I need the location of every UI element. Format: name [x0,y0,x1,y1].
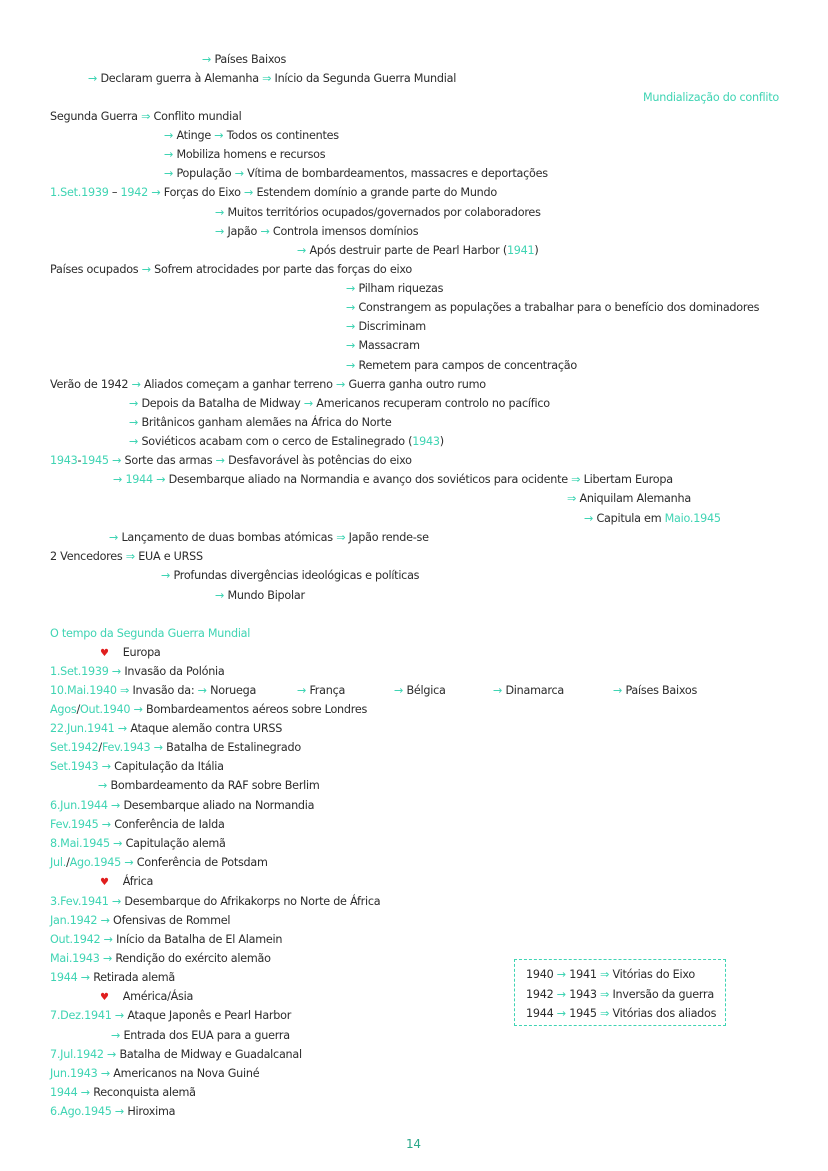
text-span: Desembarque aliado na Normandia [123,799,315,812]
text-span: América/Ásia [122,990,194,1003]
text-span: Entrada dos EUA para a guerra [123,1029,290,1042]
text-line [50,895,380,909]
text-span: Japão [227,225,261,238]
implies-arrow-icon: ⇒ [336,531,349,544]
text-span: 2 Vencedores [50,550,126,563]
text-span: Massacram [358,339,420,352]
text-span: Países Baixos [625,684,698,697]
implies-arrow-icon: ⇒ [600,1007,613,1020]
text-span: Noruega [210,684,257,697]
text-span: Segunda Guerra [50,110,142,123]
arrow-right-icon: → [103,1048,120,1061]
arrow-right-icon: → [98,779,111,792]
arrow-right-icon: → [108,454,125,467]
text-span: Muitos territórios ocupados/governados por colaboradores [227,206,541,219]
text-line [50,799,314,813]
arrow-right-icon: → [202,53,215,66]
arrow-right-icon: → [129,435,142,448]
implies-arrow-icon: ⇒ [116,684,133,697]
text-line [50,760,224,774]
arrow-right-icon: → [336,378,349,391]
text-line [50,1009,291,1023]
arrow-right-icon: → [152,473,169,486]
text-span: Ataque alemão contra URSS [130,722,283,735]
arrow-right-icon: → [346,339,359,352]
text-line [346,301,759,315]
text-line [50,933,282,947]
text-line [394,684,446,698]
text-span: Discriminam [358,320,426,333]
summary-label: Inversão da guerra [612,987,714,1001]
arrow-right-icon: → [131,378,145,391]
text-line [50,818,225,832]
arrow-right-icon: → [197,684,211,697]
arrow-right-icon: → [111,1029,124,1042]
arrow-right-icon: → [114,722,131,735]
summary-box [514,959,726,1026]
arrow-right-icon: → [244,186,257,199]
date-span: 1944 [50,1086,78,1099]
summary-to: 1945 [569,1007,597,1020]
text-line [164,148,325,162]
summary-row [526,965,725,985]
date-span: 1.Set.1939 [50,186,109,199]
text-span: Ataque Japonês e Pearl Harbor [127,1009,292,1022]
text-span: Retirada alemã [93,971,175,984]
arrow-right-icon: → [129,397,142,410]
arrow-right-icon: → [97,914,114,927]
arrow-right-icon: → [215,589,228,602]
text-span: Estendem domínio a grande parte do Mundo [256,186,497,199]
text-line [346,320,426,334]
heart-bullet-icon: ♥ [100,648,109,659]
text-line [50,186,497,200]
arrow-right-icon: → [346,301,359,314]
text-line [50,263,412,277]
text-span: Pilham riquezas [358,282,444,295]
date-span: 1944 [50,971,78,984]
text-span: Libertam Europa [583,473,673,486]
text-span: Invasão da Polónia [124,665,225,678]
text-span: Desembarque aliado na Normandia e avanço dos soviéticos para ocidente [168,473,572,486]
arrow-right-icon: → [215,206,228,219]
text-line [88,72,456,86]
arrow-right-icon: → [584,512,597,525]
text-line [164,129,339,143]
arrow-right-icon: → [164,129,177,142]
text-span: Declaram guerra à Alemanha [100,72,263,85]
text-span: Soviéticos acabam com o cerco de Estalinegrado ( [141,435,413,448]
heart-bullet-icon: ♥ [100,877,109,888]
summary-from: 1944 [526,1007,554,1020]
arrow-right-icon: → [141,263,155,276]
arrow-right-icon: → [98,818,115,831]
arrow-right-icon: → [129,416,142,429]
text-span: Conflito mundial [153,110,242,123]
text-line [297,244,539,258]
summary-label: Vitórias dos aliados [612,1007,717,1020]
date-span: 6.Jun.1944 [50,799,108,812]
text-line [50,1105,175,1119]
text-line [202,53,286,67]
text-line [50,1067,259,1081]
text-span: Início da Batalha de El Alamein [116,933,283,946]
text-span: Lançamento de duas bombas atómicas [121,531,337,544]
summary-row [526,1004,725,1024]
implies-arrow-icon: ⇒ [600,968,613,981]
text-line [50,1086,196,1100]
text-line [346,339,420,353]
text-span: Capitula em [596,512,665,525]
implies-arrow-icon: ⇒ [600,987,613,1001]
text-span: Atinge [176,129,215,142]
date-span: Fev.1943 [101,741,151,754]
page-number: 14 [406,1137,421,1151]
arrow-right-icon: → [260,225,273,238]
text-span: População [176,167,235,180]
text-line [129,397,550,411]
text-span: Batalha de Estalinegrado [166,741,301,754]
date-span: Jun.1943 [50,1067,98,1080]
arrow-right-icon: → [108,665,125,678]
text-span: Países ocupados [50,263,142,276]
date-span: Set.1942 [50,741,99,754]
text-span: Bélgica [406,684,446,697]
text-span: Reconquista alemã [93,1086,196,1099]
date-span: 3.Fev.1941 [50,895,109,908]
date-span: Jul. [50,856,67,869]
text-span: Mobiliza homens e recursos [176,148,326,161]
text-span: Início da Segunda Guerra Mundial [274,72,457,85]
arrow-right-icon: → [88,72,101,85]
text-span: - [77,454,82,467]
text-line [161,569,419,583]
section-title-mundializacao: Mundialização do conflito [643,91,779,104]
text-line [50,837,226,851]
text-line [346,282,443,296]
text-span: Vítima de bombardeamentos, massacres e deportações [247,167,548,180]
arrow-right-icon: → [111,1105,128,1118]
text-line [129,416,392,430]
text-span: Conferência de Potsdam [136,856,268,869]
summary-from: 1940 [526,968,554,981]
arrow-right-icon: → [297,244,310,257]
date-span: 22.Jun.1941 [50,722,115,735]
arrow-right-icon: → [107,799,124,812]
arrow-right-icon: → [109,531,122,544]
text-line [50,952,271,966]
summary-row [526,985,725,1005]
text-line [50,684,256,698]
text-line [109,531,429,545]
text-span: ) [439,435,444,448]
text-line [346,359,577,373]
text-span: / [76,703,80,716]
text-line [50,665,225,679]
text-span: Forças do Eixo [163,186,245,199]
arrow-right-icon: → [164,148,177,161]
text-span: Guerra ganha outro rumo [348,378,486,391]
text-line [215,206,541,220]
arrow-right-icon: → [215,225,228,238]
arrow-right-icon: → [109,837,126,850]
date-span: Out.1940 [79,703,131,716]
text-span: Bombardeamento da RAF sobre Berlim [110,779,320,792]
text-line [50,741,301,755]
date-span: Maio.1945 [664,512,721,525]
text-span: Bombardeamentos aéreos sobre Londres [146,703,368,716]
heart-bullet-icon: ♥ [100,992,109,1003]
text-span: Países Baixos [214,53,287,66]
text-span: Sofrem atrocidades por parte das forças do eixo [154,263,412,276]
text-line [50,703,367,717]
arrow-right-icon: → [556,987,570,1001]
text-span: Ofensivas de Rommel [113,914,231,927]
summary-label: Vitórias do Eixo [612,968,695,981]
summary-from: 1942 [526,987,554,1001]
text-span: Mundo Bipolar [227,589,305,602]
text-line [50,914,230,928]
text-span: França [309,684,346,697]
text-span: Hiroxima [127,1105,176,1118]
arrow-right-icon: → [77,1086,94,1099]
date-span: Set.1943 [50,760,99,773]
text-span: Depois da Batalha de Midway [141,397,304,410]
arrow-right-icon: → [100,933,117,946]
text-span: Constrangem as populações a trabalhar para o benefício dos dominadores [358,301,760,314]
date-span: 10.Mai.1940 [50,684,117,697]
text-line [215,225,418,239]
arrow-right-icon: → [161,569,174,582]
implies-arrow-icon: ⇒ [571,473,584,486]
text-line [111,1029,290,1043]
date-span: 1945 [81,454,109,467]
date-span: Ago.1945 [69,856,122,869]
date-span: 1942 [120,186,149,199]
date-span: 1944 [125,473,153,486]
text-line [50,722,282,736]
text-line [567,492,691,506]
text-span: Americanos na Nova Guiné [113,1067,260,1080]
text-line [493,684,564,698]
text-span: Invasão da: [132,684,198,697]
text-span: Profundas divergências ideológicas e políticas [173,569,420,582]
arrow-right-icon: → [234,167,248,180]
text-span: Rendição do exército alemão [115,952,271,965]
arrow-right-icon: → [98,760,115,773]
summary-to: 1941 [569,968,597,981]
text-span: Americanos recuperam controlo no pacífico [316,397,550,410]
arrow-right-icon: → [346,282,359,295]
implies-arrow-icon: ⇒ [125,550,139,563]
text-span: Aniquilam Alemanha [579,492,691,505]
text-line [50,971,175,985]
arrow-right-icon: → [556,1007,570,1020]
text-span: Após destruir parte de Pearl Harbor ( [309,244,507,257]
text-line [50,454,412,468]
date-span: 1943 [50,454,78,467]
text-line [50,378,486,392]
date-span: 6.Ago.1945 [50,1105,112,1118]
text-line [50,550,203,564]
text-span: ) [534,244,539,257]
date-span: Agos [50,703,77,716]
arrow-right-icon: → [97,1067,114,1080]
text-line [50,856,268,870]
arrow-right-icon: → [111,1009,128,1022]
text-span: Desembarque do Afrikakorps no Norte de África [124,895,381,908]
text-span: Conferência de Ialda [114,818,225,831]
date-span: Jan.1942 [50,914,98,927]
date-span: Mai.1943 [50,952,100,965]
text-span: Japão rende-se [348,531,429,544]
text-line [297,684,345,698]
arrow-right-icon: → [346,320,359,333]
text-line [100,875,153,890]
arrow-right-icon: → [77,971,94,984]
arrow-right-icon: → [130,703,147,716]
arrow-right-icon: → [214,129,227,142]
date-span: 1943 [412,435,440,448]
text-span: Todos os continentes [226,129,339,142]
text-line [113,473,673,487]
text-line [164,167,548,181]
implies-arrow-icon: ⇒ [567,492,580,505]
text-span: Desfavorável às potências do eixo [228,454,412,467]
text-span: EUA e URSS [138,550,203,563]
text-span: Capitulação alemã [125,837,226,850]
arrow-right-icon: → [113,473,126,486]
arrow-right-icon: → [215,454,229,467]
text-line [215,589,305,603]
arrow-right-icon: → [346,359,359,372]
arrow-right-icon: → [148,186,164,199]
text-span: Aliados começam a ganhar terreno [144,378,337,391]
arrow-right-icon: → [121,856,137,869]
text-line [50,110,241,124]
text-span: África [122,875,154,888]
text-span: / [66,856,70,869]
text-span: Capitulação da Itália [114,760,224,773]
text-line [613,684,697,698]
arrow-right-icon: → [556,968,570,981]
text-line [100,646,161,661]
text-span: Batalha de Midway e Guadalcanal [119,1048,302,1061]
arrow-right-icon: → [493,684,506,697]
text-line [100,990,193,1005]
implies-arrow-icon: ⇒ [262,72,275,85]
arrow-right-icon: → [613,684,626,697]
arrow-right-icon: → [394,684,407,697]
text-span: Europa [122,646,161,659]
arrow-right-icon: → [297,684,310,697]
text-span: – [108,186,121,199]
summary-to: 1943 [569,987,597,1001]
date-span: 1941 [506,244,535,257]
text-span: Britânicos ganham alemães na África do Norte [141,416,392,429]
arrow-right-icon: → [108,895,125,908]
date-span: 7.Dez.1941 [50,1009,112,1022]
text-line [98,779,320,793]
text-span: / [98,741,102,754]
text-line [584,512,721,526]
date-span: 7.Jul.1942 [50,1048,104,1061]
date-span: 1.Set.1939 [50,665,109,678]
date-span: Out.1942 [50,933,101,946]
implies-arrow-icon: ⇒ [141,110,154,123]
text-span: Remetem para campos de concentração [358,359,577,372]
text-span: Sorte das armas [124,454,216,467]
text-span: Verão de 1942 [50,378,132,391]
date-span: Fev.1945 [50,818,99,831]
arrow-right-icon: → [164,167,177,180]
arrow-right-icon: → [303,397,317,410]
section-title-tempo: O tempo da Segunda Guerra Mundial [50,627,251,640]
arrow-right-icon: → [150,741,167,754]
text-span: Controla imensos domínios [272,225,419,238]
text-span: Dinamarca [505,684,564,697]
text-line [129,435,444,449]
text-line [50,1048,302,1062]
date-span: 8.Mai.1945 [50,837,110,850]
arrow-right-icon: → [99,952,116,965]
